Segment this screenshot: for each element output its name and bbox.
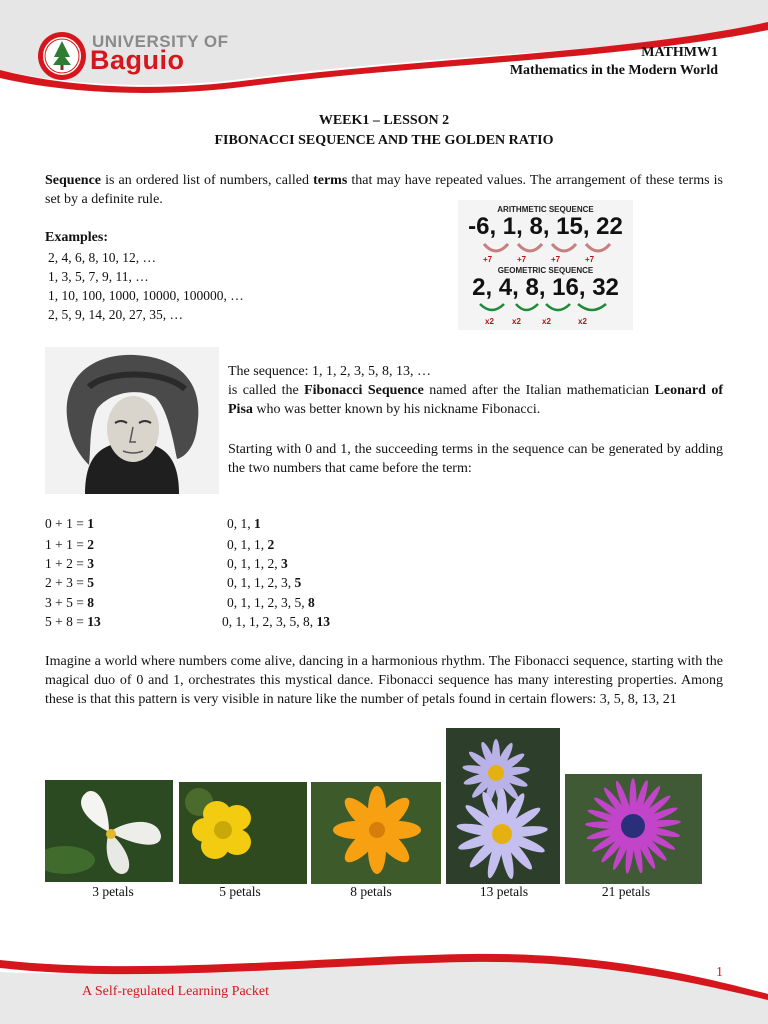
arith-step-label: +7 xyxy=(585,255,595,264)
equation-row: 1 + 2 = 3 xyxy=(45,556,94,571)
sequence-row: 0, 1, 1, 2, 3 xyxy=(227,556,288,571)
petal-label-8: 8 petals xyxy=(350,884,392,899)
example-line: 1, 10, 100, 1000, 10000, 100000, … xyxy=(48,288,244,303)
sequence-row: 0, 1, 1, 2, 3, 5, 8, 13 xyxy=(222,614,330,629)
lesson-subtitle: FIBONACCI SEQUENCE AND THE GOLDEN RATIO xyxy=(214,133,554,148)
petal-label-13: 13 petals xyxy=(479,884,529,899)
fibonacci-generation-rule: Starting with 0 and 1, the succeeding terms in the sequence can be generated by adding the two numbers that came before the term: xyxy=(228,442,723,476)
term-fibonacci-sequence: Fibonacci Sequence xyxy=(304,383,424,398)
sequence-row: 0, 1, 1 xyxy=(227,516,261,531)
cosmos-flower-image xyxy=(311,782,441,884)
lesson-title: WEEK1 – LESSON 2 xyxy=(318,113,450,128)
equation-row: 2 + 3 = 5 xyxy=(45,575,94,590)
arithmetic-sequence-values: -6, 1, 8, 15, 22 xyxy=(468,213,623,240)
geometric-arrows-icon xyxy=(476,302,616,316)
fibonacci-portrait-image xyxy=(45,347,219,494)
logo-baguio: Baguio xyxy=(90,45,185,75)
sequence-row: 0, 1, 1, 2 xyxy=(227,537,275,552)
petal-label-21: 21 petals xyxy=(601,884,651,899)
term-leonard-of-pisa: Leonard of Pisa xyxy=(228,383,723,417)
fibonacci-description: is called the Fibonacci Sequence named after the Italian mathematician Leonard of Pisa who was better known by his nickname Fibonacci. xyxy=(228,383,723,417)
term-terms: terms xyxy=(313,173,348,188)
trillium-flower-image xyxy=(45,780,173,882)
course-name: Mathematics in the Modern World xyxy=(509,63,718,78)
logo-university-of: UNIVERSITY OF xyxy=(92,32,229,51)
buttercup-flower-image xyxy=(179,782,307,884)
nature-paragraph: Imagine a world where numbers come alive, dancing in a harmonious rhythm. The Fibonacci sequence, starting with the magical duo of 0 and 1, orchestrates this mystical dance. Fibonacci sequence has many interesting properties. Among these is that this pattern is very visible in nature like the number of petals found in certain flowers: 3, 5, 8, 13, 21 xyxy=(45,654,723,707)
aster-flowers-image xyxy=(446,728,560,884)
geometric-sequence-values: 2, 4, 8, 16, 32 xyxy=(472,274,619,301)
arith-step-label: +7 xyxy=(483,255,493,264)
arithmetic-arrows-icon xyxy=(480,242,620,256)
sequence-definition: Sequence is an ordered list of numbers, called terms that may have repeated values. The arrangement of these terms is set by a definite rule. xyxy=(45,173,723,207)
equation-row: 3 + 5 = 8 xyxy=(45,595,94,610)
petal-label-5: 5 petals xyxy=(219,884,261,899)
example-line: 2, 4, 6, 8, 10, 12, … xyxy=(48,250,156,265)
arith-step-label: +7 xyxy=(551,255,561,264)
page-number: 1 xyxy=(716,965,723,980)
fibonacci-sequence-line: The sequence: 1, 1, 2, 3, 5, 8, 13, … xyxy=(228,364,431,379)
example-line: 2, 5, 9, 14, 20, 27, 35, … xyxy=(48,307,183,322)
geometric-sequence-title: GEOMETRIC SEQUENCE xyxy=(497,266,594,275)
sequence-row: 0, 1, 1, 2, 3, 5, 8 xyxy=(227,595,315,610)
sequence-row: 0, 1, 1, 2, 3, 5 xyxy=(227,575,302,590)
equation-row: 1 + 1 = 2 xyxy=(45,537,94,552)
sequence-types-figure xyxy=(458,200,633,330)
petal-label-3: 3 petals xyxy=(92,884,134,899)
geo-step-label: x2 xyxy=(485,317,494,326)
university-seal-icon xyxy=(37,31,87,81)
arith-step-label: +7 xyxy=(517,255,527,264)
equation-row: 5 + 8 = 13 xyxy=(45,614,101,629)
geo-step-label: x2 xyxy=(578,317,587,326)
footer-packet-label: A Self-regulated Learning Packet xyxy=(82,984,269,999)
osteospermum-flower-image xyxy=(565,774,702,884)
examples-heading: Examples: xyxy=(45,230,108,245)
example-line: 1, 3, 5, 7, 9, 11, … xyxy=(48,269,149,284)
geo-step-label: x2 xyxy=(512,317,521,326)
term-sequence: Sequence xyxy=(45,173,101,188)
arithmetic-sequence-title: ARITHMETIC SEQUENCE xyxy=(497,205,594,214)
equation-row: 0 + 1 = 1 xyxy=(45,516,94,531)
course-code: MATHMW1 xyxy=(641,45,718,60)
geo-step-label: x2 xyxy=(542,317,551,326)
